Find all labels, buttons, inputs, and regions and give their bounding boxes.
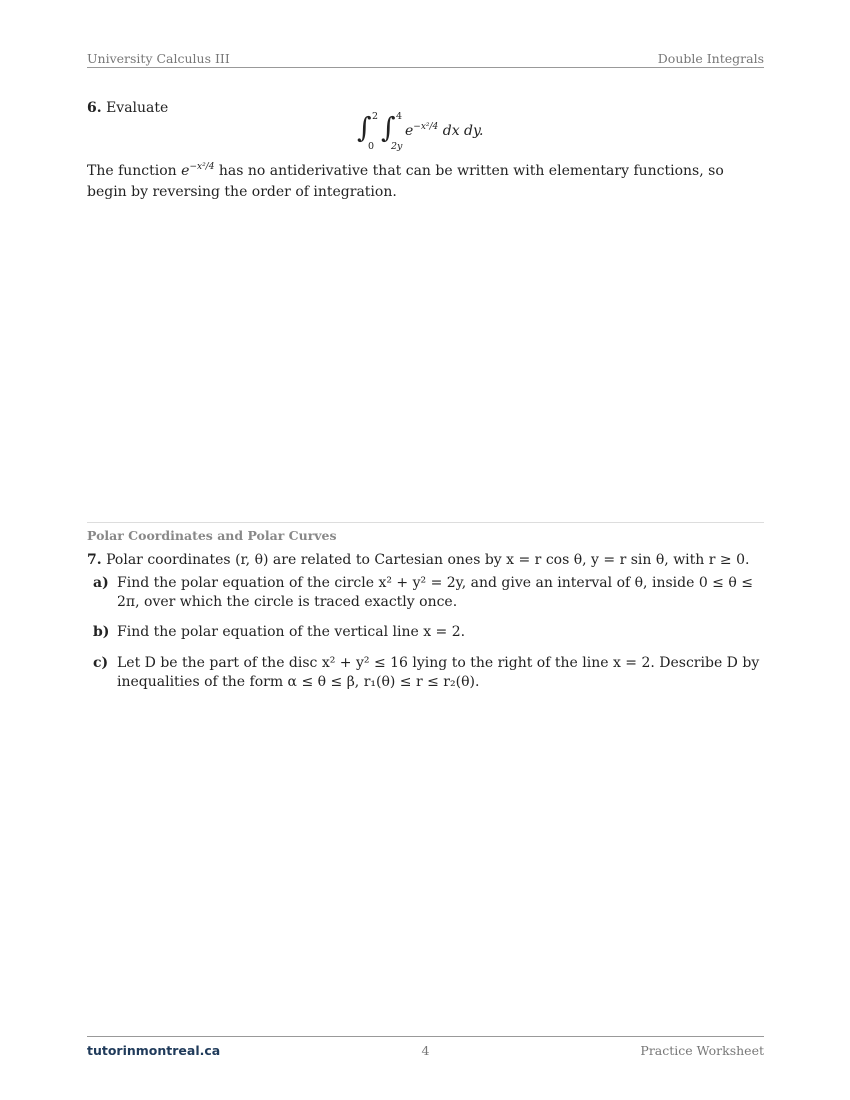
header-course: University Calculus III [87, 51, 230, 66]
note-func-exponent: −x²/4 [189, 162, 215, 172]
inner-lower-limit: 2y [391, 141, 403, 152]
problem-7-intro [87, 551, 764, 570]
page-number: 4 [421, 1043, 430, 1058]
note-text-1: The function [87, 163, 177, 179]
part-a [87, 574, 764, 612]
note-text-2: has no antiderivative that can be written with elementary functions, so begin by reversing the order of integration. [87, 163, 724, 200]
problem-6-note [87, 162, 764, 202]
part-b-label: b) [93, 624, 110, 640]
worksheet-page [87, 0, 764, 1100]
footer-website[interactable]: tutorinmontreal.ca [87, 1043, 221, 1058]
problem-7-intro-text: Polar coordinates (r, θ) are related to Cartesian ones by x = r cos θ, y = r sin θ, with r ≥ 0. [106, 552, 750, 568]
double-integral [357, 108, 517, 154]
part-a-label: a) [93, 575, 109, 591]
section-rule [87, 522, 764, 523]
outer-upper-limit: 2 [372, 111, 379, 122]
part-c-label: c) [93, 655, 109, 671]
integrand-base: e [405, 123, 414, 139]
page-header [87, 51, 764, 66]
problem-6-number: 6. [87, 100, 102, 116]
note-func-base: e [181, 163, 190, 179]
footer-title: Practice Worksheet [640, 1043, 764, 1058]
part-c [87, 654, 764, 692]
problem-6-label: Evaluate [106, 100, 169, 116]
header-rule [87, 67, 764, 68]
footer-rule [87, 1036, 764, 1037]
inner-upper-limit: 4 [396, 111, 403, 122]
differentials: dx dy. [442, 123, 484, 139]
integrand [405, 123, 484, 139]
part-b [87, 623, 764, 642]
part-a-text: Find the polar equation of the circle x² + y² = 2y, and give an interval of θ, inside 0 ≤ θ ≤ 2π, over which the circle is traced exactly once. [117, 575, 753, 610]
outer-integral-sign: ∫ [357, 111, 372, 144]
outer-lower-limit: 0 [368, 141, 375, 152]
problem-7-number: 7. [87, 552, 102, 568]
header-topic: Double Integrals [657, 51, 764, 66]
part-b-text: Find the polar equation of the vertical line x = 2. [117, 624, 466, 640]
part-c-text: Let D be the part of the disc x² + y² ≤ 16 lying to the right of the line x = 2. Describe D by inequalities of the form α ≤ θ ≤ β, r₁(θ) ≤ r ≤ r₂(θ). [117, 655, 760, 690]
section-title: Polar Coordinates and Polar Curves [87, 528, 337, 543]
inner-integral-sign: ∫ [381, 111, 396, 144]
integrand-exponent: −x²/4 [413, 122, 439, 132]
